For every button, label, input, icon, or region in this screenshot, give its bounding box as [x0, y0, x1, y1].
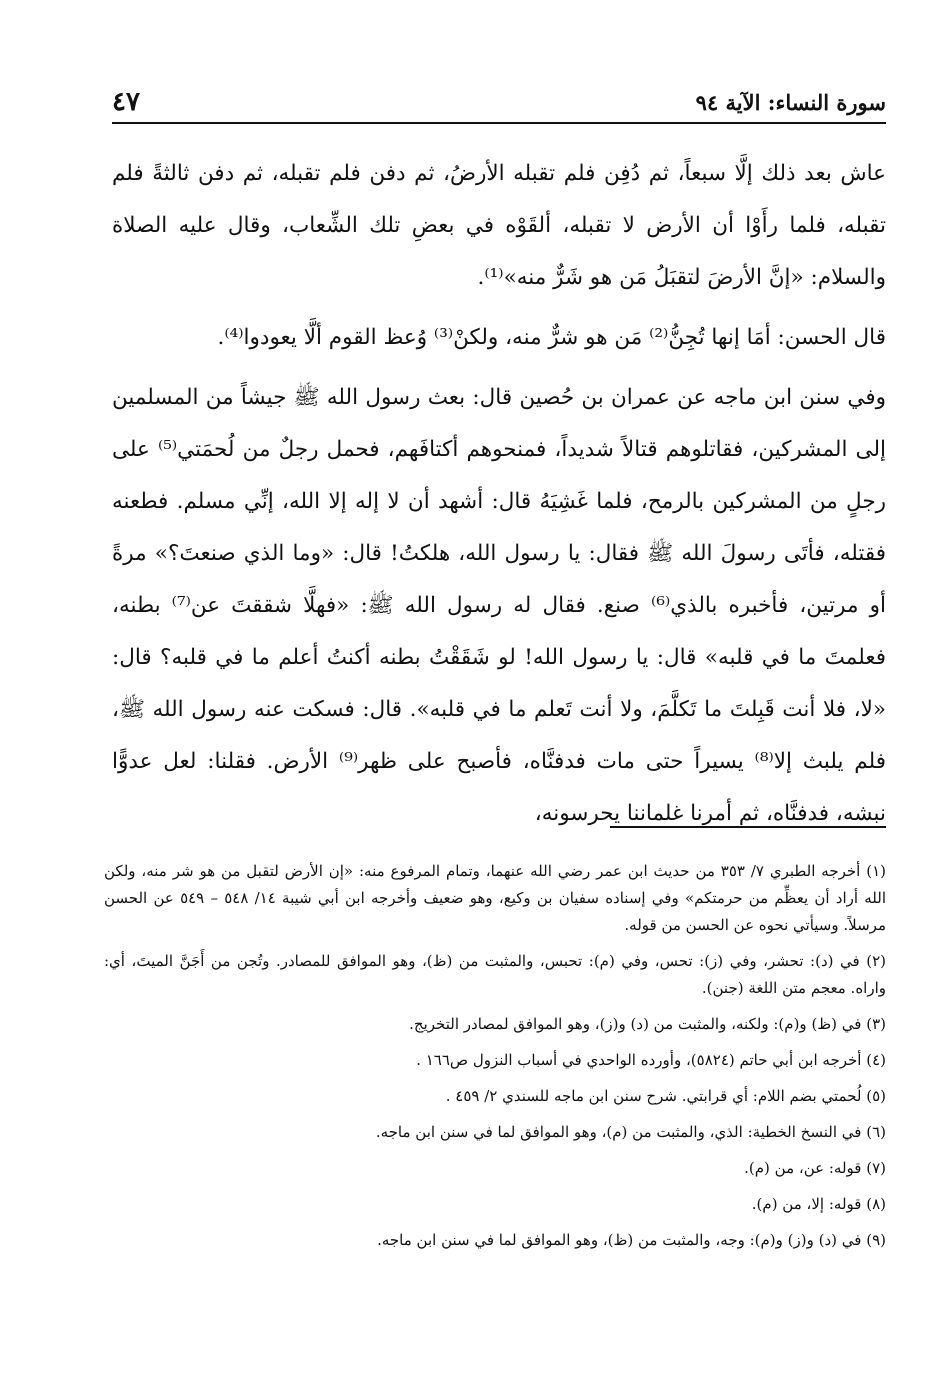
footnotes: [104, 858, 886, 1263]
footnote: (١) أخرجه الطبري ٧/ ٣٥٣ من حديث ابن عمر رضي الله عنهما، وتمام المرفوع منه: «إن الأرض لتقبل من هو شر منه، ولكن الله أراد أن يعظِّم من حرمتكم» وفي إسناده سفيان بن وكيع، وهو ضعيف وأخرجه ابن أبي شيبة ١٤/ ٥٤٨ – ٥٤٩ عن الحسن مرسلاً. وسيأتي نحوه عن الحسن من قوله.: [104, 862, 887, 934]
footnote: (٧) قوله: عن، من (م).: [744, 1159, 886, 1177]
page-header: [112, 82, 886, 124]
running-title: سورة النساء: الآية ٩٤: [695, 89, 886, 115]
main-text: [112, 148, 886, 848]
footnote: (٦) في النسخ الخطية: الذي، والمثبت من (م)، وهو الموافق لما في سنن ابن ماجه.: [375, 1123, 886, 1141]
footnote: (٣) في (ظ) و(م): ولكنه، والمثبت من (د) و(ز)، وهو الموافق لمصادر التخريج.: [409, 1015, 886, 1033]
page-number: ٤٧: [112, 87, 140, 117]
paragraph: عاش بعد ذلك إلَّا سبعاً، ثم دُفِن فلم تقبله الأرضُ، ثم دفن فلم تقبله، ثم دفن ثالثةً فلم تقبله، فلما رأَوْا أن الأرض لا تقبله، ألقَوْه في بعضِ تلك الشِّعاب، وقال عليه الصلاة والسلام: «إنَّ الأرضَ لتقبَلُ مَن هو شَرٌّ منه»⁽¹⁾.: [112, 161, 886, 290]
footnote: (٢) في (د): تحشر، وفي (ز): تحس، وفي (م): تحبس، والمثبت من (ظ)، وهو الموافق للمصادر. وتُجن من أَجَنَّ الميتَ، أي: واراه. معجم متن اللغة (جنن).: [104, 952, 886, 997]
paragraph: قال الحسن: أمَا إنها تُجِنُّ⁽²⁾ مَن هو شرٌّ منه، ولكنْ⁽³⁾ وُعظ القوم ألَّا يعودوا⁽⁴⁾.: [217, 325, 886, 350]
footnote-separator: [610, 826, 886, 828]
footnote: (٤) أخرجه ابن أبي حاتم (٥٨٢٤)، وأورده الواحدي في أسباب النزول ص١٦٦ .: [416, 1051, 886, 1069]
footnote: (٥) لُحمتي بضم اللام: أي قرابتي. شرح سنن ابن ماجه للسندي ٢/ ٤٥٩ .: [445, 1087, 886, 1105]
paragraph: وفي سنن ابن ماجه عن عمران بن حُصين قال: بعث رسول الله ﷺ جيشاً من المسلمين إلى المشركين، فقاتلوهم قتالاً شديداً، فمنحوهم أكتافَهم، فحمل رجلٌ من لُحمَتي⁽⁵⁾ على رجلٍ من المشركين بالرمح، فلما غَشِيَهُ قال: أشهد أن لا إله إلا الله، إنِّي مسلم. فطعنه فقتله، فأتَى رسولَ الله ﷺ فقال: يا رسول الله، هلكتُ! قال: «وما الذي صنعتَ؟» مرةً أو مرتين، فأخبره بالذي⁽⁶⁾ صنع. فقال له رسول الله ﷺ: «فهلَّا شققتَ عن⁽⁷⁾ بطنه، فعلمتَ ما في قلبه» قال: يا رسول الله! لو شَقَقْتُ بطنه أكنتُ أعلم ما في قلبه؟ قال: «لا، فلا أنت قَبِلتَ ما تَكلَّمَ، ولا أنت تَعلم ما في قلبه». قال: فسكت عنه رسول الله ﷺ، فلم يلبث إلا⁽⁸⁾ يسيراً حتى مات فدفنَّاه، فأصبح على ظهر⁽⁹⁾ الأرض. فقلنا: لعل عدوًّا نبشه، فدفنَّاه، ثم أمرنا غلماننا يحرسونه،: [112, 385, 887, 826]
footnote: (٩) في (د) و(ز) و(م): وجه، والمثبت من (ظ)، وهو الموافق لما في سنن ابن ماجه.: [377, 1231, 886, 1249]
footnote: (٨) قوله: إلا، من (م).: [751, 1195, 886, 1213]
